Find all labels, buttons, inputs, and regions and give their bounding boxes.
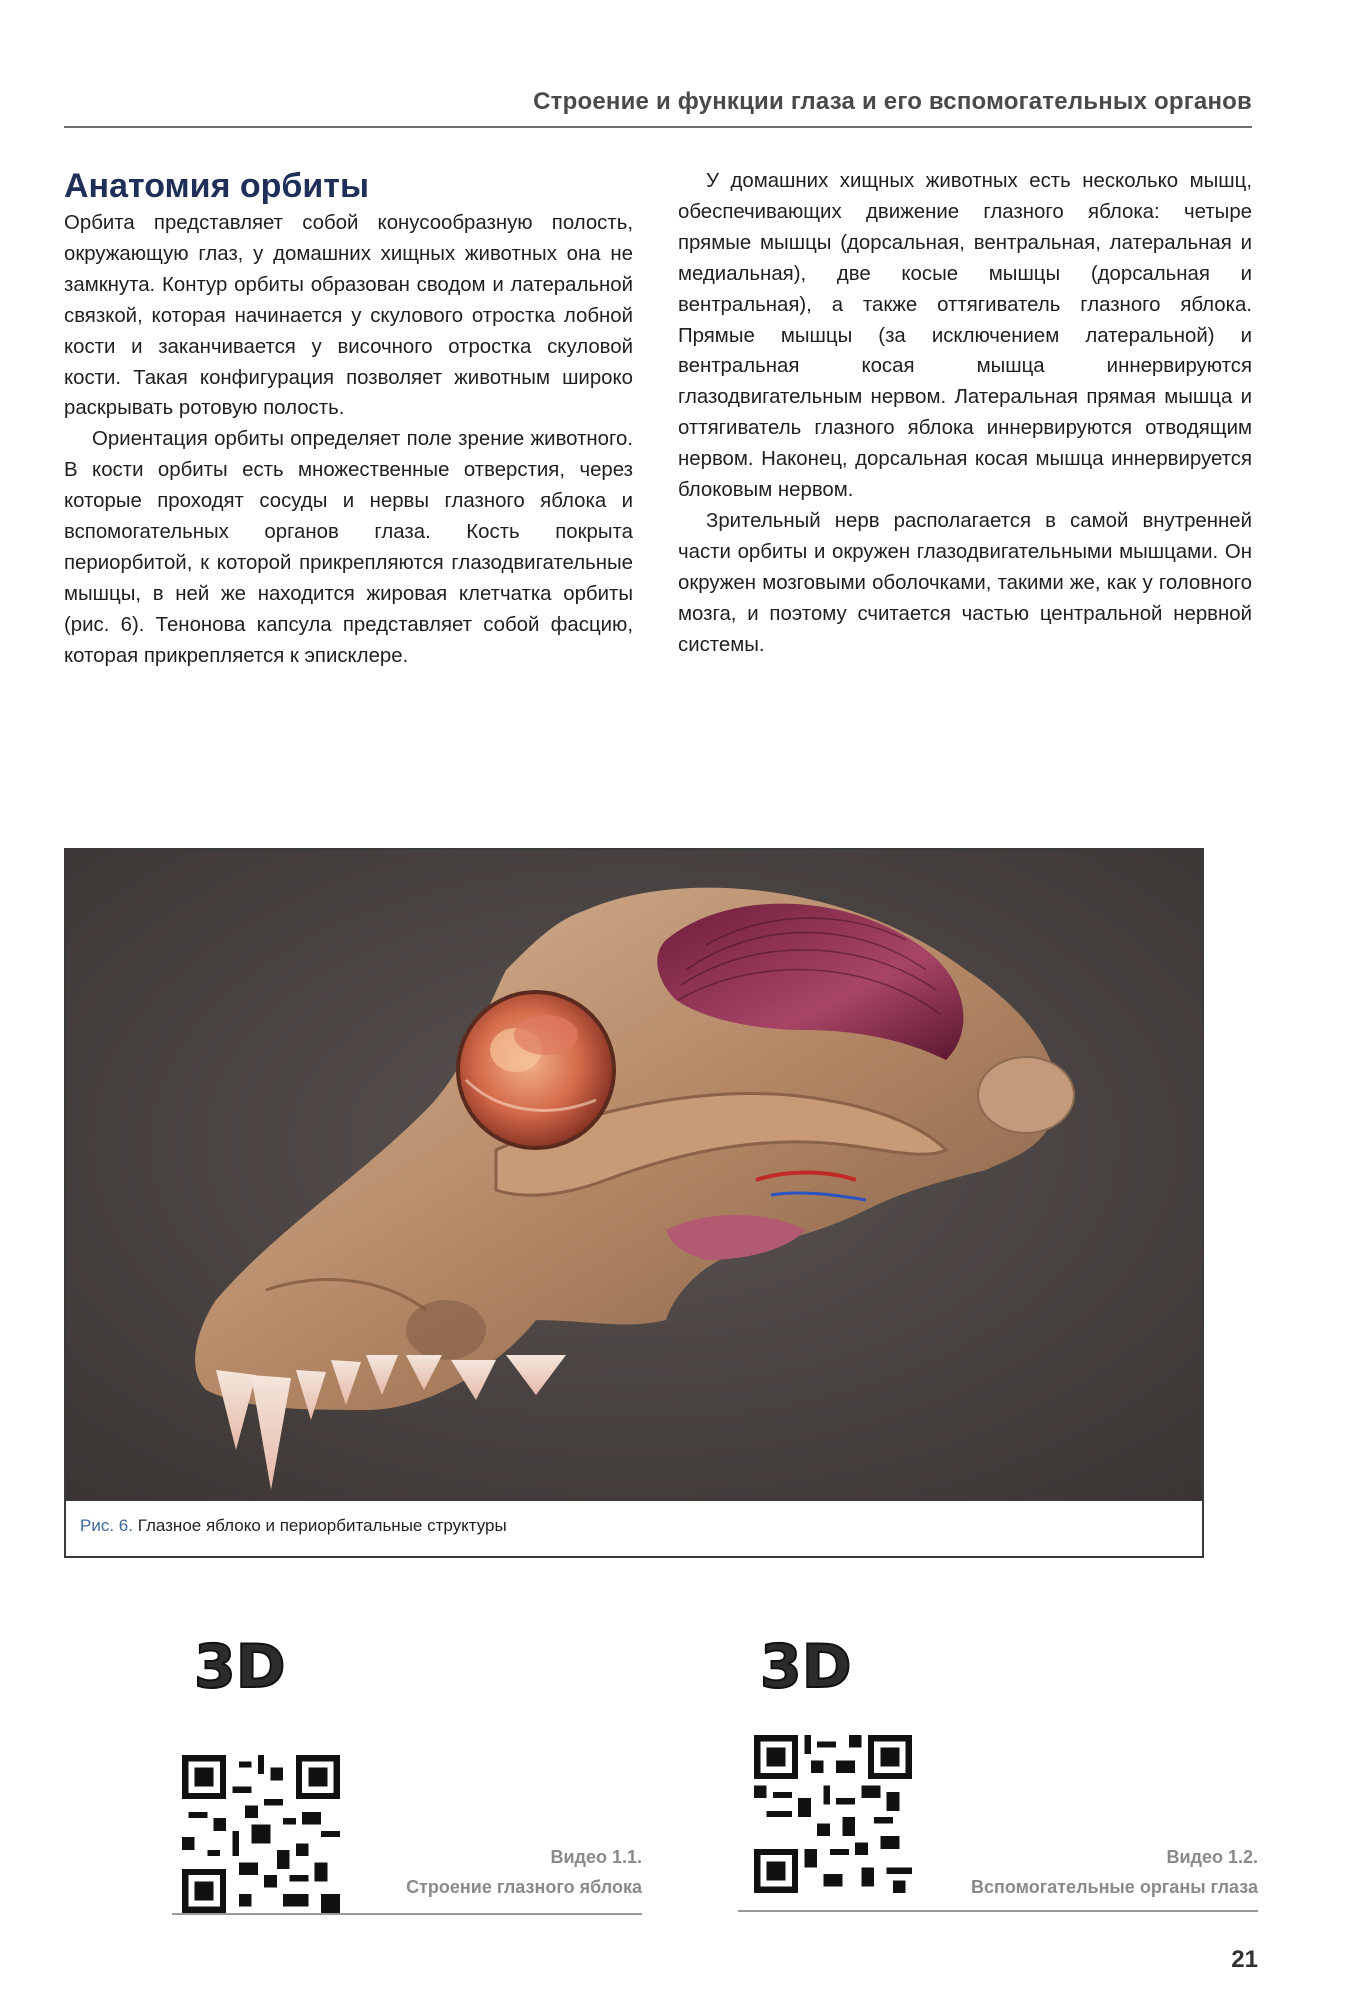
skull-illustration <box>66 850 1202 1501</box>
running-header-title: Строение и функции глаза и его вспомогательных органов <box>533 88 1252 115</box>
divider <box>172 1913 642 1915</box>
left-column <box>64 166 633 672</box>
running-header <box>64 84 1252 128</box>
video-number: Видео 1.1. <box>550 1847 642 1867</box>
video-block-1 <box>172 1625 642 1920</box>
page-number: 21 <box>1231 1946 1258 1973</box>
figure-label: Рис. 6. <box>80 1516 133 1535</box>
video-number: Видео 1.2. <box>1166 1847 1258 1867</box>
3d-icon <box>758 1625 852 1702</box>
eyeball <box>458 992 614 1148</box>
right-column <box>678 166 1252 661</box>
paragraph: Ориентация орбиты определяет поле зрение животного. В кости орбиты есть множественные отверстия, через которые проходят сосуды и нервы глазного яблока и вспомогательных органов глаза. Кость покрыта периорбитой, к которой прикрепляются глазодвигательные мышцы, в ней же находится жировая клетчатка орбиты (рис. 6). Тенонова капсула представляет собой фасцию, которая прикрепляется к эписклере. <box>64 428 633 667</box>
video-block-2 <box>738 1625 1258 1920</box>
paragraph: Орбита представляет собой конусообразную полость, окружающую глаз, у домашних хищных животных она не замкнута. Контур орбиты образован сводом и латеральной связкой, которая начинается у скулового отростка лобной кости и заканчивается у височного отростка скуловой кости. Такая конфигурация позволяет животным широко раскрывать ротовую полость. <box>64 212 633 420</box>
svg-text:3D: 3D <box>760 1632 852 1702</box>
svg-text:3D: 3D <box>194 1632 286 1702</box>
qr-code[interactable] <box>182 1755 340 1913</box>
divider <box>738 1910 1258 1912</box>
paragraph: Зрительный нерв располагается в самой внутренней части орбиты и окружен глазодвигательными мышцами. Он окружен мозговыми оболочками, такими же, как у головного мозга, и поэтому считается частью центральной нервной системы. <box>678 509 1252 656</box>
video-title[interactable]: Вспомогательные органы глаза <box>971 1877 1258 1897</box>
figure-caption-text: Глазное яблоко и периорбитальные структуры <box>137 1516 507 1535</box>
section-title: Анатомия орбиты <box>64 167 369 205</box>
qr-code[interactable] <box>754 1735 912 1893</box>
figure-caption <box>80 1516 507 1536</box>
paragraph: У домашних хищных животных есть несколько мышц, обеспечивающих движение глазного яблока: четыре прямые мышцы (дорсальная, вентральная, латеральная и медиальная), две косые мышцы (дорсальная и вентральная), а также оттягиватель глазного яблока. Прямые мышцы (за исключением латеральной) и вентральная косая мышца иннервируются глазодвигательным нервом. Латеральная прямая мышца и оттягиватель глазного яблока иннервируются отводящим нервом. Наконец, дорсальная косая мышца иннервируется блоковым нервом. <box>678 170 1252 502</box>
figure-6 <box>64 848 1204 1558</box>
3d-icon <box>192 1625 286 1702</box>
video-title[interactable]: Строение глазного яблока <box>406 1877 642 1897</box>
